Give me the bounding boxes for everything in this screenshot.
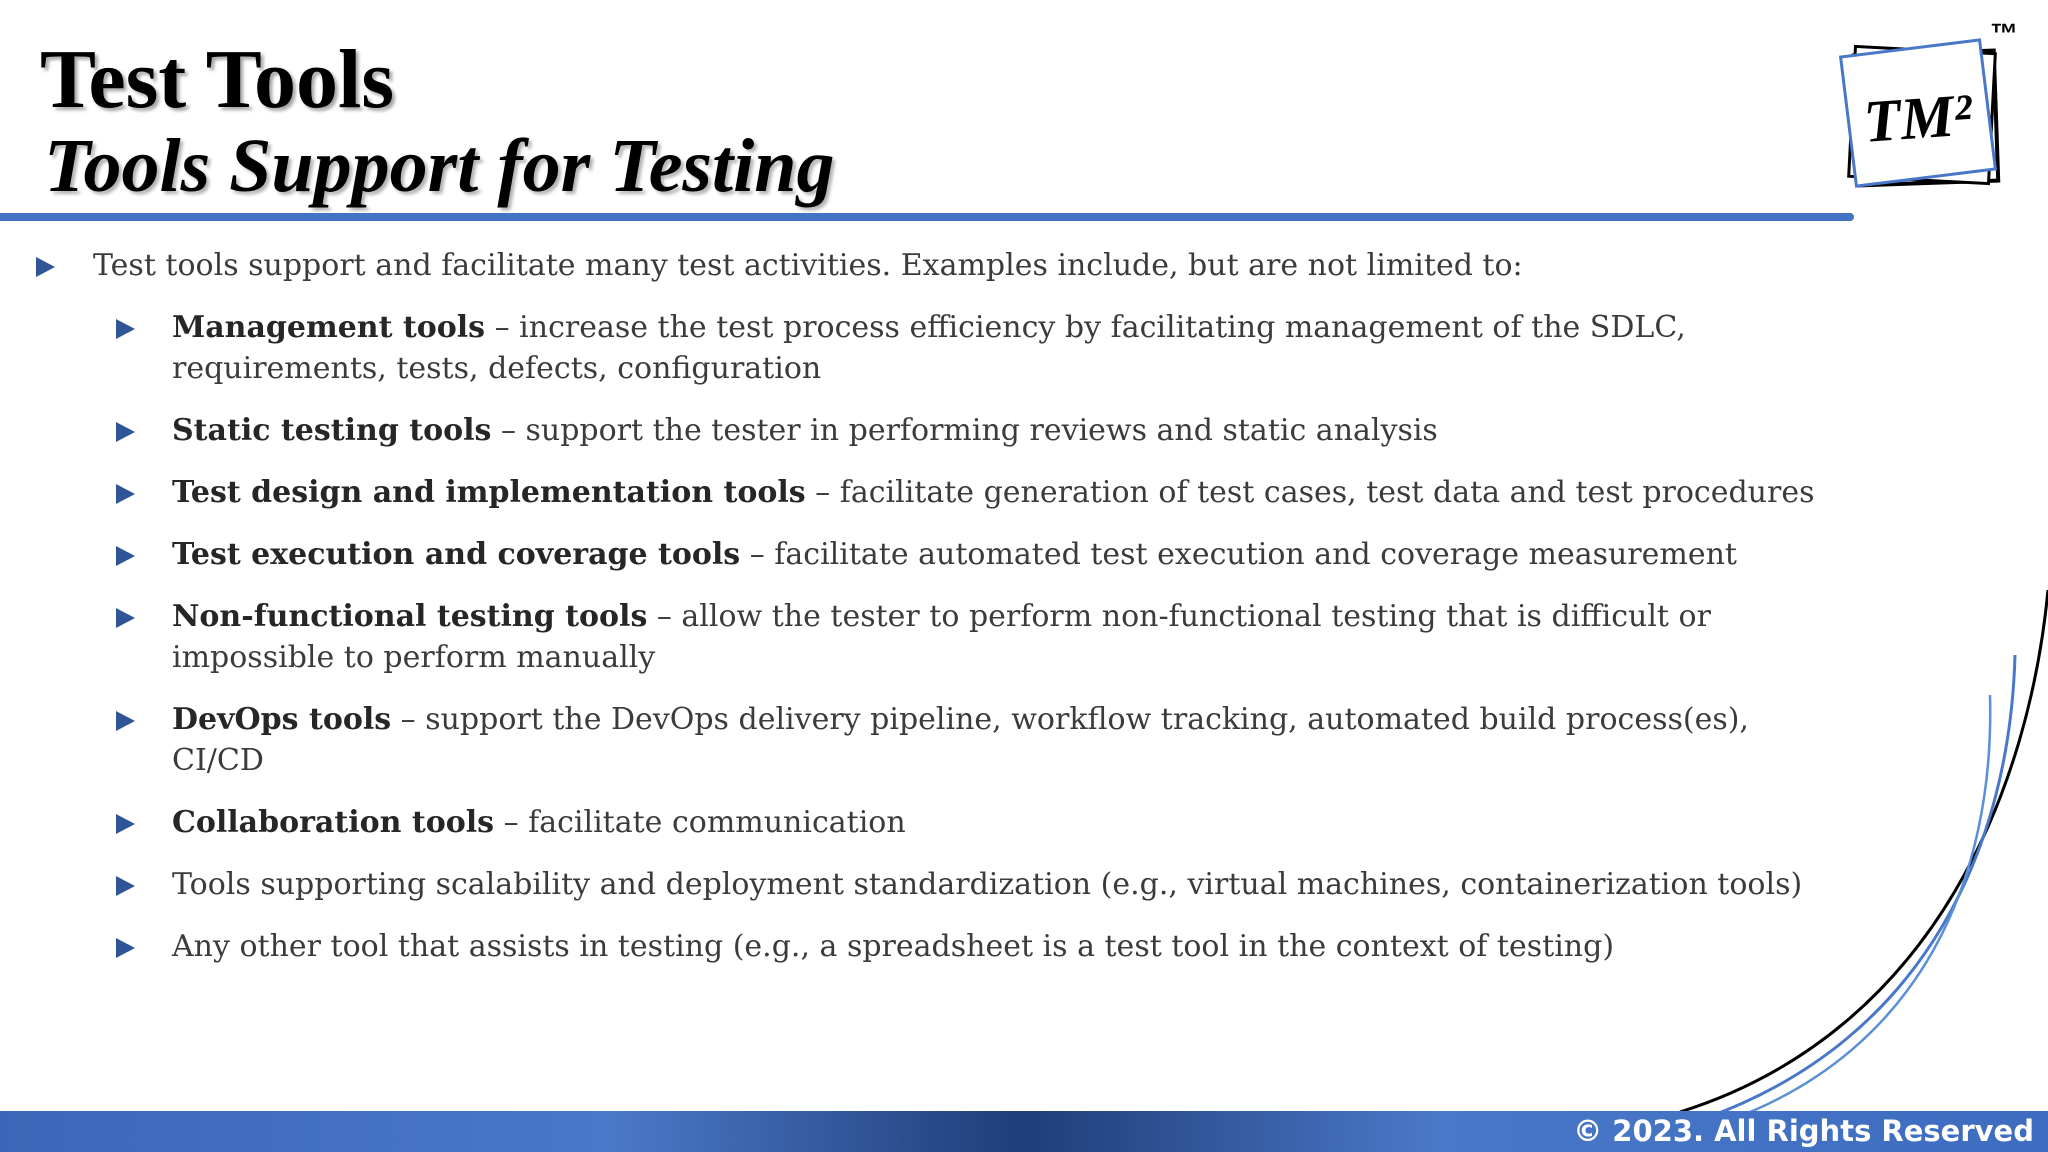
list-item-text bbox=[172, 802, 1836, 843]
triangle-bullet-icon bbox=[116, 484, 135, 504]
triangle-bullet-icon bbox=[36, 257, 55, 277]
list-item-other-tools bbox=[116, 926, 1836, 967]
item-desc: – facilitate generation of test cases, test data and test procedures bbox=[805, 475, 1815, 510]
logo-text: TM² bbox=[1861, 81, 1975, 155]
content-list bbox=[36, 245, 1836, 988]
list-item-static-testing-tools bbox=[116, 410, 1836, 451]
item-term: Test design and implementation tools bbox=[172, 475, 806, 510]
list-item-management-tools bbox=[116, 307, 1836, 389]
item-term: Non-functional testing tools bbox=[172, 599, 648, 634]
intro-text: Test tools support and facilitate many test activities. Examples include, but are not limited to: bbox=[93, 248, 1523, 283]
item-term: Management tools bbox=[172, 310, 486, 345]
item-desc: Tools supporting scalability and deployment standardization (e.g., virtual machines, containerization tools) bbox=[172, 867, 1803, 902]
triangle-bullet-icon bbox=[116, 876, 135, 896]
copyright-text: © 2023. All Rights Reserved bbox=[1573, 1114, 2034, 1148]
item-desc: – increase the test process efficiency by facilitating management of the SDLC, requirements, tests, defects, configuration bbox=[172, 310, 1686, 386]
item-term: Test execution and coverage tools bbox=[172, 537, 741, 572]
list-item-text bbox=[172, 472, 1836, 513]
list-item-text bbox=[172, 926, 1836, 967]
item-term: Collaboration tools bbox=[172, 805, 495, 840]
item-desc: – support the DevOps delivery pipeline, workflow tracking, automated build process(es), CI/CD bbox=[172, 702, 1749, 778]
triangle-bullet-icon bbox=[116, 938, 135, 958]
item-desc: – allow the tester to perform non-functional testing that is difficult or impossible to perform manually bbox=[172, 599, 1711, 675]
item-desc: – facilitate communication bbox=[494, 805, 906, 840]
item-desc: – support the tester in performing reviews and static analysis bbox=[491, 413, 1438, 448]
list-item-collaboration-tools bbox=[116, 802, 1836, 843]
list-item-text bbox=[172, 699, 1836, 781]
list-item-text bbox=[172, 534, 1836, 575]
list-item-text bbox=[172, 307, 1836, 389]
list-item-test-execution-tools bbox=[116, 534, 1836, 575]
list-item-text bbox=[172, 410, 1836, 451]
intro-item bbox=[36, 245, 1836, 286]
triangle-bullet-icon bbox=[116, 608, 135, 628]
item-desc: – facilitate automated test execution and coverage measurement bbox=[740, 537, 1737, 572]
header-divider bbox=[0, 213, 1854, 221]
triangle-bullet-icon bbox=[116, 422, 135, 442]
triangle-bullet-icon bbox=[116, 711, 135, 731]
slide-subtitle: Tools Support for Testing bbox=[44, 124, 835, 208]
item-term: Static testing tools bbox=[172, 413, 492, 448]
tm2-logo bbox=[1830, 20, 2010, 210]
decorative-curves bbox=[1600, 580, 2048, 1120]
slide-title: Test Tools bbox=[40, 33, 395, 126]
list-item-text bbox=[172, 864, 1836, 905]
list-item-scalability-tools bbox=[116, 864, 1836, 905]
list-item-devops-tools bbox=[116, 699, 1836, 781]
list-item-text bbox=[172, 596, 1836, 678]
item-term: DevOps tools bbox=[172, 702, 392, 737]
list-item-non-functional-tools bbox=[116, 596, 1836, 678]
triangle-bullet-icon bbox=[116, 814, 135, 834]
list-item-test-design-tools bbox=[116, 472, 1836, 513]
triangle-bullet-icon bbox=[116, 546, 135, 566]
triangle-bullet-icon bbox=[116, 319, 135, 339]
trademark-symbol: ™ bbox=[1990, 18, 2018, 49]
item-desc: Any other tool that assists in testing (e.g., a spreadsheet is a test tool in the context of testing) bbox=[172, 929, 1615, 964]
